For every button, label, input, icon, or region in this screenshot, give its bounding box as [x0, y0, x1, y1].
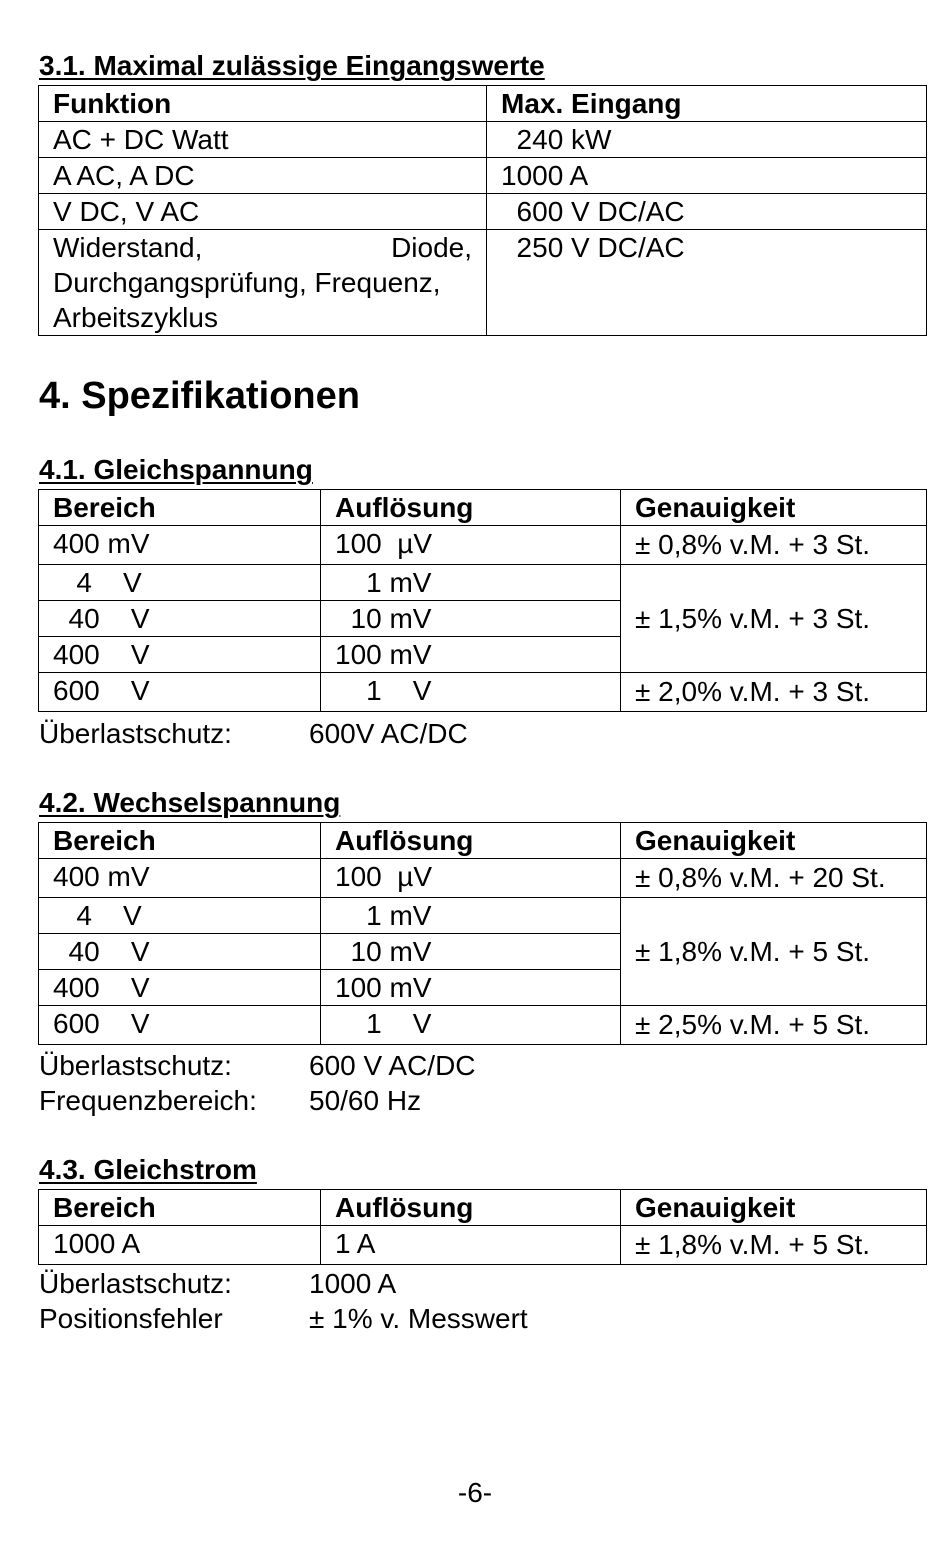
header-aufloesung: Auflösung [321, 490, 621, 526]
cell-accuracy: ± 1,8% v.M. + 5 St. [621, 898, 927, 1006]
table-header-row [39, 823, 927, 859]
note-label: Überlastschutz: [39, 1050, 232, 1081]
cell-resolution: 1 mV [321, 898, 621, 934]
table-row [39, 673, 927, 712]
note-frequency [39, 1083, 421, 1118]
section-3-1-title: 3.1. Maximal zulässige Eingangswerte [39, 50, 545, 81]
header-funktion: Funktion [39, 86, 487, 122]
table-row [39, 859, 927, 898]
table-row [39, 230, 927, 336]
note-label: Frequenzbereich: [39, 1085, 257, 1116]
table-row [39, 526, 927, 565]
cell-function: AC + DC Watt [39, 122, 487, 158]
function-line-3: Arbeitszyklus [53, 302, 218, 333]
table-row [39, 565, 927, 601]
cell-accuracy: ± 2,0% v.M. + 3 St. [621, 673, 927, 712]
cell-function-multiline [39, 230, 487, 336]
cell-range: 600 V [39, 673, 321, 712]
table-row [39, 194, 927, 230]
note-value: 50/60 Hz [309, 1085, 422, 1116]
cell-resolution: 1 V [321, 673, 621, 712]
section-4-1-title: 4.1. Gleichspannung [39, 454, 313, 485]
table-row [39, 898, 927, 934]
max-input-table [38, 85, 927, 336]
cell-range: 1000 A [39, 1226, 321, 1265]
function-text: Diode, [391, 232, 472, 263]
cell-resolution: 100 mV [321, 970, 621, 1006]
cell-resolution: 1 mV [321, 565, 621, 601]
table-header-row [39, 86, 927, 122]
table-row [39, 122, 927, 158]
header-aufloesung: Auflösung [321, 823, 621, 859]
cell-range: 40 V [39, 934, 321, 970]
note-position-error [39, 1301, 528, 1336]
cell-accuracy: ± 0,8% v.M. + 20 St. [621, 859, 927, 898]
dc-voltage-table [38, 489, 927, 712]
note-value: 1000 A [309, 1268, 397, 1299]
cell-max-input: 600 V DC/AC [487, 194, 927, 230]
cell-range: 400 mV [39, 526, 321, 565]
note-overload [39, 1266, 396, 1301]
note-label: Überlastschutz: [39, 718, 232, 749]
cell-range: 40 V [39, 601, 321, 637]
cell-resolution: 1 A [321, 1226, 621, 1265]
cell-accuracy: ± 2,5% v.M. + 5 St. [621, 1006, 927, 1045]
note-overload [39, 1048, 476, 1083]
cell-accuracy: ± 0,8% v.M. + 3 St. [621, 526, 927, 565]
dc-current-table [38, 1189, 927, 1265]
cell-accuracy: ± 1,8% v.M. + 5 St. [621, 1226, 927, 1265]
cell-resolution: 1 V [321, 1006, 621, 1045]
table-header-row [39, 490, 927, 526]
note-label: Positionsfehler [39, 1303, 223, 1334]
section-4-2-title: 4.2. Wechselspannung [39, 787, 341, 818]
table-header-row [39, 1190, 927, 1226]
section-4-3-title: 4.3. Gleichstrom [39, 1154, 257, 1185]
cell-max-input: 1000 A [487, 158, 927, 194]
cell-max-input: 250 V DC/AC [487, 230, 927, 336]
cell-function: A AC, A DC [39, 158, 487, 194]
header-genauigkeit: Genauigkeit [621, 490, 927, 526]
note-value: 600 V AC/DC [309, 1050, 476, 1081]
header-max-eingang: Max. Eingang [487, 86, 927, 122]
header-bereich: Bereich [39, 1190, 321, 1226]
table-row [39, 1006, 927, 1045]
function-line-1 [53, 230, 472, 265]
note-value: ± 1% v. Messwert [309, 1303, 528, 1334]
header-genauigkeit: Genauigkeit [621, 823, 927, 859]
cell-range: 400 V [39, 970, 321, 1006]
page-number: -6- [457, 1477, 493, 1508]
note-label: Überlastschutz: [39, 1268, 232, 1299]
cell-resolution: 100 µV [321, 526, 621, 565]
note-value: 600V AC/DC [309, 718, 468, 749]
cell-function: V DC, V AC [39, 194, 487, 230]
cell-range: 4 V [39, 898, 321, 934]
section-4-title: 4. Spezifikationen [39, 375, 360, 417]
header-genauigkeit: Genauigkeit [621, 1190, 927, 1226]
header-bereich: Bereich [39, 823, 321, 859]
function-text: Widerstand, [53, 232, 203, 263]
cell-range: 4 V [39, 565, 321, 601]
ac-voltage-table [38, 822, 927, 1045]
cell-range: 600 V [39, 1006, 321, 1045]
cell-resolution: 100 µV [321, 859, 621, 898]
header-aufloesung: Auflösung [321, 1190, 621, 1226]
table-row [39, 1226, 927, 1265]
cell-resolution: 10 mV [321, 601, 621, 637]
cell-range: 400 V [39, 637, 321, 673]
cell-resolution: 10 mV [321, 934, 621, 970]
cell-accuracy: ± 1,5% v.M. + 3 St. [621, 565, 927, 673]
note-overload [39, 716, 468, 751]
function-line-2: Durchgangsprüfung, Frequenz, [53, 267, 441, 298]
cell-resolution: 100 mV [321, 637, 621, 673]
cell-range: 400 mV [39, 859, 321, 898]
table-row [39, 158, 927, 194]
header-bereich: Bereich [39, 490, 321, 526]
cell-max-input: 240 kW [487, 122, 927, 158]
